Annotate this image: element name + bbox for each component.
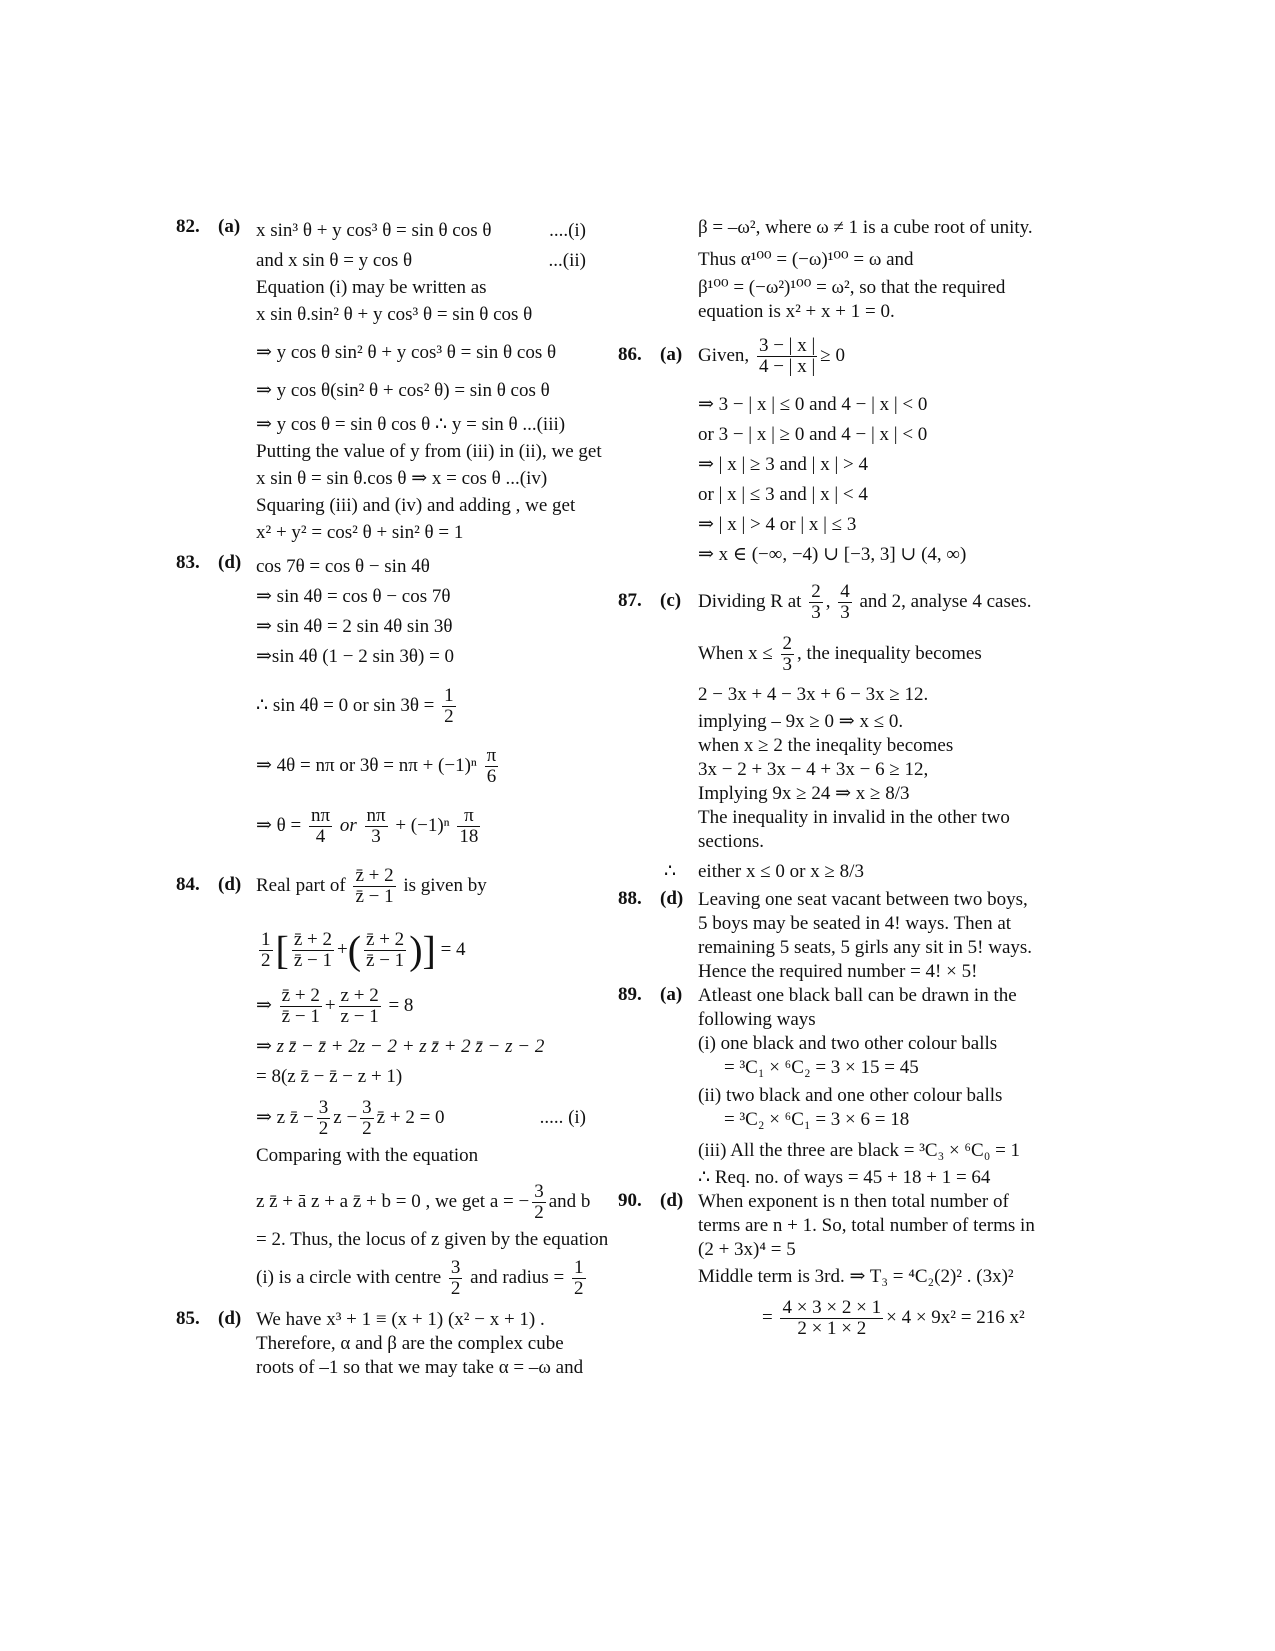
equation-text: z z̄ + ā z + a z̄ + b = 0 , we get a = − [256,1191,530,1212]
equation: $\frac{1}{2}$ [ $\frac{z̄ + 2}{z̄ - 1}$ +( $\frac{z̄ + 2}{z̄ - 1}$ )] = 4 [261,927,466,973]
question-number: 83. [176,552,200,573]
answer-option: (d) [218,552,242,573]
numerator: 3 [450,1257,461,1279]
solution-text: and 2, analyse 4 cases. [859,591,1032,612]
equation-text: (i) is a circle with centre [256,1267,442,1288]
denominator: z − 1 [340,1006,379,1028]
numerator: z̄ + 2 [366,929,405,951]
equation: ⇒ y cos θ(sin² θ + cos² θ) = sin θ cos θ [256,380,550,401]
equation: Implying 9x ≥ 24 ⇒ x ≥ 8/3 [698,783,910,804]
equation: ⇒ sin 4θ = 2 sin 4θ sin 3θ [256,616,453,637]
equation: and x sin θ = y cos θ [256,250,413,271]
numerator: 4 × 3 × 2 × 1 [782,1297,882,1319]
solution-line [256,216,626,246]
equation-text: and b [548,1191,591,1212]
solution-text: equation is x² + x + 1 = 0. [698,301,895,322]
solution-text: Leaving one seat vacant between two boys, [698,889,1028,910]
equation-tag: ....(i) [549,220,586,241]
equation: x sin θ = sin θ.cos θ ⇒ x = cos θ ...(iv) [256,468,548,489]
numerator: 2 [811,581,821,603]
question-84 [176,860,626,1304]
answer-option: (a) [660,984,683,1005]
equation-text: and radius = [470,1267,565,1288]
conclusion-text: either x ≤ 0 or x ≥ 8/3 [698,861,864,882]
equation: x sin³ θ + y cos³ θ = sin θ cos θ [256,220,492,241]
numerator: 2 [782,633,793,655]
fraction [309,806,332,847]
equation: 2 − 3x + 4 − 3x + 6 − 3x ≥ 12. [698,684,929,705]
numerator: z̄ + 2 [281,985,320,1007]
numerator: π [457,806,480,827]
equation: ⇒ 3 − | x | ≤ 0 and 4 − | x | < 0 [698,394,928,415]
numerator: z̄ + 2 [293,929,332,951]
numerator: 3 [362,1097,372,1119]
denominator: 18 [459,826,479,848]
equation: ⇒ y cos θ = sin θ cos θ ∴ y = sin θ ...(iii) [256,414,566,435]
solution-text: , the inequality becomes [797,643,982,664]
fraction [364,930,406,971]
question-85 [176,1308,626,1380]
numerator: nπ [366,805,386,827]
fraction [292,930,334,971]
denominator: 3 [371,826,381,848]
equation [256,1252,626,1304]
equation-text: + (−1)ⁿ [395,815,450,836]
equation-tag: ..... (i) [539,1107,586,1128]
answer-option: (a) [660,344,683,365]
numerator: 1 [574,1257,584,1279]
question-88 [618,888,1078,984]
equation: ⇒ | x | > 4 or | x | ≤ 3 [698,514,857,535]
denominator: 2 [318,1118,329,1140]
solution-text: Comparing with the equation [256,1145,479,1166]
equation [698,330,1078,382]
equation: x² + y² = cos² θ + sin² θ = 1 [256,522,464,543]
equation-text: ⇒ z z̄ − [256,1107,314,1128]
equation-text: z − [333,1107,358,1128]
denominator: 2 × 1 × 2 [797,1318,867,1340]
question-86 [618,330,1078,570]
question-87 [618,576,1078,884]
equation [256,680,626,732]
numerator: 3 − | x | [758,335,816,357]
solution-text: Putting the value of y from (iii) in (ii), we get [256,441,602,462]
equation-text: or [339,815,357,836]
denominator: 2 [362,1118,372,1140]
solution-text: Atleast one black ball can be drawn in the [698,985,1017,1006]
denominator: 2 [444,706,454,728]
denominator: 2 [450,1278,461,1300]
denominator: 3 [782,654,793,676]
solution-text: = 2. Thus, the locus of z given by the equation [256,1229,609,1250]
fraction [809,582,823,623]
fraction [781,634,795,675]
answer-option: (d) [660,1190,684,1211]
equation-text: = 8 [388,995,414,1016]
denominator: 3 [811,602,821,624]
solution-text: Thus α¹⁰⁰ = (−ω)¹⁰⁰ = ω and [698,249,914,270]
denominator: 3 [840,602,850,624]
equation: when x ≥ 2 the ineqality becomes [698,735,954,756]
solution-text: We have x³ + 1 ≡ (x + 1) (x² − x + 1) . [256,1309,545,1330]
question-number: 87. [618,590,642,611]
equation-text: × 4 × 9x² = 216 x² [886,1307,1025,1328]
solution-line [698,628,1078,680]
solution-text: sections. [698,831,764,852]
fraction [280,986,322,1027]
equation: 3x − 2 + 3x − 4 + 3x − 6 ≥ 12, [698,759,929,780]
solution-text: Therefore, α and β are the complex cube [256,1333,564,1354]
solution-text: roots of –1 so that we may take α = –ω and [256,1357,584,1378]
equation: ⇒ y cos θ sin² θ + y cos³ θ = sin θ cos θ [256,342,557,363]
denominator: z̄ − 1 [355,886,394,908]
equation [256,1176,626,1228]
equation: = ³C₁ × ⁶C₂ = 3 × 15 = 45 [724,1057,919,1078]
numerator: nπ [311,805,331,827]
equation-text: ≥ 0 [820,345,845,366]
equation: x sin θ.sin² θ + y cos³ θ = sin θ cos θ [256,304,533,325]
fraction [317,1098,331,1139]
numerator: 3 [534,1181,544,1203]
question-90 [618,1190,1078,1344]
denominator: 6 [486,766,497,788]
solution-line [256,860,626,912]
case-label: (i) one black and two other colour balls [698,1033,998,1054]
solution-text: When exponent is n then total number of [698,1191,1009,1212]
fraction [485,746,499,787]
solution-text: Equation (i) may be written as [256,277,487,298]
answer-option: (c) [660,590,682,611]
case-label: (ii) two black and one other colour balls [698,1085,1003,1106]
numerator: 3 [318,1097,329,1119]
denominator: 2 [574,1278,584,1300]
solution-text: When x ≤ [698,643,773,664]
equation: Middle term is 3rd. ⇒ T₃ = ⁴C₂(2)² . (3x)² [698,1266,1014,1287]
answer-option: (d) [218,874,242,895]
equation [256,1092,626,1144]
equation: or | x | ≤ 3 and | x | < 4 [698,484,868,505]
solution-text: β = –ω², where ω ≠ 1 is a cube root of unity. [698,217,1033,238]
solution-text: Squaring (iii) and (iv) and adding , we get [256,495,576,516]
solution-text: terms are n + 1. So, total number of terms in [698,1215,1035,1236]
conclusion-text: ∴ Req. no. of ways = 45 + 18 + 1 = 64 [698,1167,991,1188]
solution-text: is given by [403,875,487,896]
equation [256,800,626,852]
fraction [442,686,456,727]
equation-text: z̄ + 2 = 0 [376,1107,445,1128]
solution-text: following ways [698,1009,816,1030]
solution-text: 5 boys may be seated in 4! ways. Then at [698,913,1012,934]
answer-option: (d) [660,888,684,909]
left-column [176,216,626,1380]
equation-text: ∴ sin 4θ = 0 or sin 3θ = [256,695,435,716]
denominator: 4 − | x | [758,356,816,378]
question-number: 82. [176,216,200,237]
numerator: 1 [261,929,271,951]
equation: ⇒ z z̄ − z̄ + 2z − 2 + z z̄ + 2 z̄ − z − 2 [256,1036,545,1057]
equation: ⇒ x ∈ (−∞, −4) ∪ [−3, 3] ∪ (4, ∞) [698,544,967,565]
therefore-symbol: ∴ [664,861,677,882]
equation: = ³C₂ × ⁶C₁ = 3 × 6 = 18 [724,1109,910,1130]
solution-text: Hence the required number = 4! × 5! [698,961,978,982]
solution-text: Given, [698,345,750,366]
equation: implying – 9x ≥ 0 ⇒ x ≤ 0. [698,711,904,732]
solution-text: remaining 5 seats, 5 girls any sit in 5! ways. [698,937,1033,958]
denominator: z̄ − 1 [366,950,405,972]
equation: cos 7θ = cos θ − sin 4θ [256,556,430,577]
denominator: 2 [534,1202,544,1224]
equation: ⇒ $\frac{z̄ + 2}{z̄ - 1}$ + $\frac{z + 2}{z - 1}$ = 8 [256,985,414,1028]
conclusion-line [618,860,1078,884]
right-column [618,216,1078,1344]
equation-text: ⇒ θ = [256,815,302,836]
equation-text: = 4 [440,939,466,960]
numerator: z + 2 [340,985,379,1007]
solution-text: The inequality in invalid in the other two [698,807,1010,828]
equation-text: = [762,1307,773,1328]
denominator: z̄ − 1 [293,950,332,972]
question-number: 84. [176,874,200,895]
question-number: 89. [618,984,642,1005]
fraction [757,336,817,377]
answer-option: (a) [218,216,241,237]
fraction [360,1098,374,1139]
fraction [457,806,480,847]
equation [256,740,626,792]
equation: = 8(z z̄ − z̄ − z + 1) [256,1066,403,1087]
fraction [353,866,395,907]
fraction [449,1258,463,1299]
equation [698,1292,1078,1344]
fraction [780,1298,883,1339]
equation: (2 + 3x)⁴ = 5 [698,1239,796,1260]
question-number: 86. [618,344,642,365]
equation-text: ⇒ 4θ = nπ or 3θ = nπ + (−1)ⁿ [256,755,477,776]
fraction [365,806,388,847]
equation: ⇒ sin 4θ = cos θ − cos 7θ [256,586,451,607]
question-83 [176,552,626,852]
denominator: z̄ − 1 [281,1006,320,1028]
solution-text: Real part of [256,875,346,896]
question-number: 88. [618,888,642,909]
equation: ⇒ | x | ≥ 3 and | x | > 4 [698,454,868,475]
solution-text: β¹⁰⁰ = (−ω²)¹⁰⁰ = ω², so that the required [698,277,1006,298]
fraction [339,986,381,1027]
question-number: 90. [618,1190,642,1211]
question-89 [618,984,1078,1190]
denominator: 4 [315,826,326,848]
equation: ⇒sin 4θ (1 − 2 sin 3θ) = 0 [256,646,455,667]
question-82 [176,216,626,548]
numerator: 4 [840,581,850,603]
equation-tag: ...(ii) [548,250,586,271]
question-85-continued [618,216,1078,324]
solution-line: Dividing R at $\frac{2}{3}$ , $\frac{4}{3}$ and 2, analyse 4 cases. [698,581,1032,624]
solution-text: Dividing R at [698,591,802,612]
fraction [259,930,273,971]
numerator: z̄ + 2 [355,865,394,887]
question-number: 85. [176,1308,200,1329]
denominator: 2 [261,950,271,972]
fraction [572,1258,586,1299]
case-label: (iii) All the three are black = ³C₃ × ⁶C₀ = 1 [698,1140,1021,1161]
numerator: 1 [444,685,454,707]
numerator: π [486,745,497,767]
answer-option: (d) [218,1308,242,1329]
equation: or 3 − | x | ≥ 0 and 4 − | x | < 0 [698,424,928,445]
fraction [838,582,852,623]
solution-line [256,246,626,276]
fraction [532,1182,546,1223]
